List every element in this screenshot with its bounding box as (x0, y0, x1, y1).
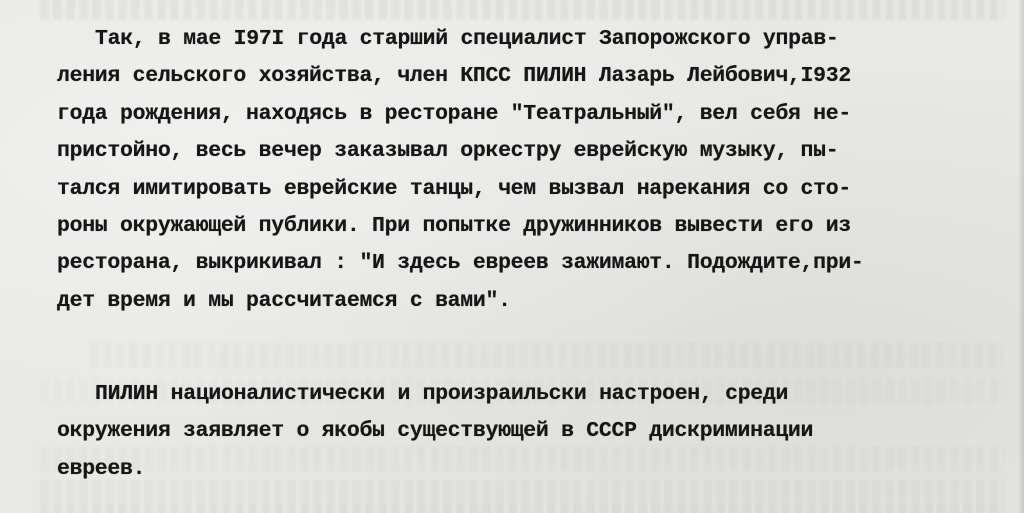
text-line: окружения заявляет о якобы существующей в СССР дискриминации (57, 419, 814, 444)
text-line: ПИЛИН националистически и произраильски настроен, среди (95, 382, 789, 406)
text-line: роны окружающей публики. При попытке дружинников вывести его из (57, 214, 851, 239)
text-line: Так, в мае I97I года старший специалист Запорожского управ- (95, 27, 839, 51)
text-line: пристойно, весь вечер заказывал оркестру еврейскую музыку, пы- (57, 139, 839, 164)
bleed-through-text (40, 505, 1004, 513)
page-edge-shadow (1018, 0, 1024, 513)
text-line: дет время и мы рассчитаемся с вами". (57, 288, 511, 313)
text-line: тался имитировать еврейские танцы, чем вызвал нарекания со сто- (57, 176, 851, 201)
text-line: ления сельского хозяйства, член КПСС ПИЛИН Лазарь Лейбович,I932 (57, 64, 851, 89)
text-line: ресторана, выкрикивал : "И здесь евреев зажимают. Подождите,при- (57, 251, 864, 276)
text-line: года рождения, находясь в ресторане "Театральный", вел себя не- (57, 101, 851, 126)
bleed-through-text (90, 342, 1004, 368)
paragraph-2 (57, 376, 1003, 488)
paragraph-1 (57, 21, 1003, 320)
bleed-through-text (40, 0, 1004, 20)
text-line: евреев. (57, 456, 146, 481)
